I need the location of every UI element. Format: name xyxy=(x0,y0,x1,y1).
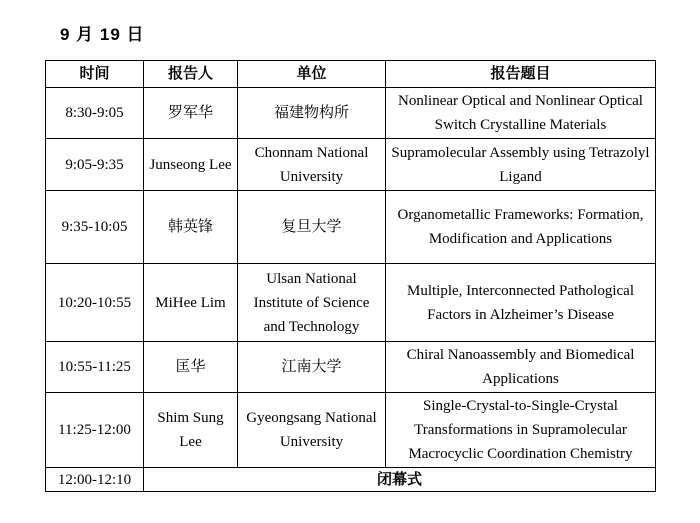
affiliation-cell: 复旦大学 xyxy=(238,191,386,264)
talk-title-cell: Organometallic Frameworks: Formation, Modification and Applications xyxy=(386,191,656,264)
col-header-time: 时间 xyxy=(46,61,144,88)
affiliation-cell: 江南大学 xyxy=(238,342,386,393)
time-cell: 12:00-12:10 xyxy=(46,468,144,492)
talk-title-cell: Multiple, Interconnected Pathological Factors in Alzheimer’s Disease xyxy=(386,264,656,342)
time-cell: 10:55-11:25 xyxy=(46,342,144,393)
table-row xyxy=(46,393,656,468)
col-header-speaker: 报告人 xyxy=(144,61,238,88)
talk-title-cell: Single-Crystal-to-Single-Crystal Transformations in Supramolecular Macrocyclic Coordination Chemistry xyxy=(386,393,656,468)
table-row xyxy=(46,191,656,264)
time-cell: 11:25-12:00 xyxy=(46,393,144,468)
time-cell: 9:35-10:05 xyxy=(46,191,144,264)
time-cell: 9:05-9:35 xyxy=(46,139,144,191)
closing-row xyxy=(46,468,656,492)
talk-title-cell: Supramolecular Assembly using Tetrazolyl Ligand xyxy=(386,139,656,191)
affiliation-cell: Ulsan National Institute of Science and Technology xyxy=(238,264,386,342)
table-row xyxy=(46,342,656,393)
closing-ceremony-cell: 闭幕式 xyxy=(144,468,656,492)
affiliation-cell: 福建物构所 xyxy=(238,88,386,139)
speaker-cell: Shim Sung Lee xyxy=(144,393,238,468)
time-cell: 10:20-10:55 xyxy=(46,264,144,342)
col-header-talk-title: 报告题目 xyxy=(386,61,656,88)
col-header-affiliation: 单位 xyxy=(238,61,386,88)
affiliation-cell: Chonnam National University xyxy=(238,139,386,191)
talk-title-cell: Chiral Nanoassembly and Biomedical Applications xyxy=(386,342,656,393)
speaker-cell: 韩英锋 xyxy=(144,191,238,264)
table-row xyxy=(46,139,656,191)
speaker-cell: 匡华 xyxy=(144,342,238,393)
date-title: 9 月 19 日 xyxy=(60,25,145,44)
speaker-cell: MiHee Lim xyxy=(144,264,238,342)
talk-title-cell: Nonlinear Optical and Nonlinear Optical Switch Crystalline Materials xyxy=(386,88,656,139)
table-row xyxy=(46,88,656,139)
table-row xyxy=(46,264,656,342)
time-cell: 8:30-9:05 xyxy=(46,88,144,139)
speaker-cell: 罗军华 xyxy=(144,88,238,139)
affiliation-cell: Gyeongsang National University xyxy=(238,393,386,468)
header-row xyxy=(46,61,656,88)
speaker-cell: Junseong Lee xyxy=(144,139,238,191)
schedule-table xyxy=(45,60,656,492)
